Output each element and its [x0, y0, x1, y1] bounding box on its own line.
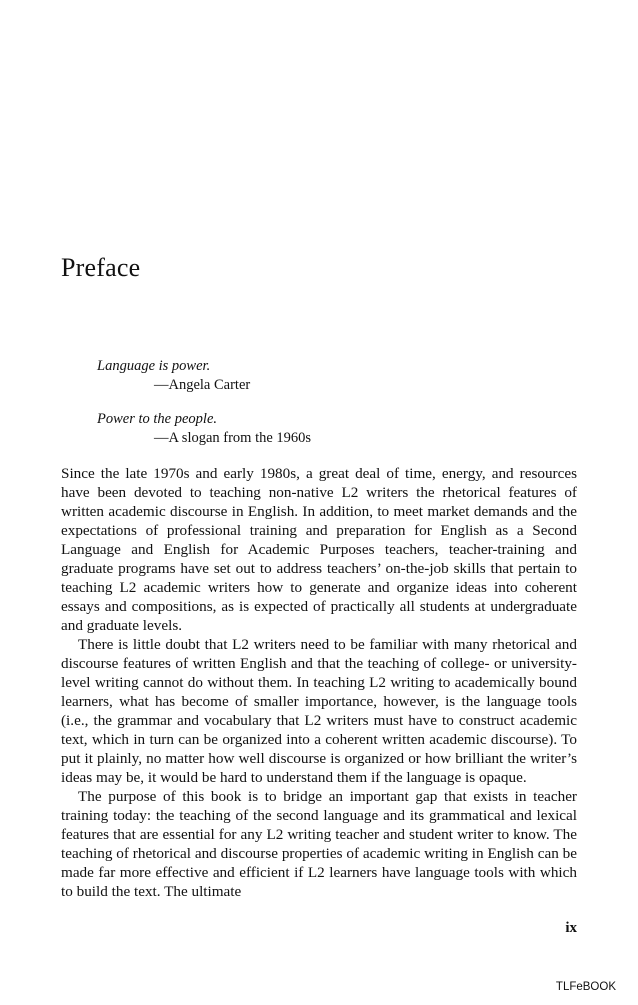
epigraph	[97, 357, 250, 395]
epigraph	[97, 410, 311, 448]
body-paragraph: There is little doubt that L2 writers need to be familiar with many rhetorical and discourse features of written English and that the teaching of college- or university-level writing cannot do without them. In teaching L2 writing to academically bound learners, what has become of smaller importance, however, is the language tools (i.e., the grammar and vocabulary that L2 writers must have to construct academic text, which in turn can be organized into a coherent written academic discourse). To put it plainly, no matter how well discourse is organized or how brilliant the writer’s ideas may be, it would be hard to understand them if the language is opaque.	[61, 636, 577, 786]
footer-watermark: TLFeBOOK	[555, 981, 616, 993]
epigraph-attribution: —Angela Carter	[154, 377, 251, 393]
epigraph-quote: Language is power.	[97, 358, 211, 374]
preface-body	[61, 464, 577, 901]
body-paragraph: The purpose of this book is to bridge an important gap that exists in teacher training today: the teaching of the second language and its grammatical and lexical features that are essential for any L2 writing teacher and student writer to know. The teaching of rhetorical and discourse properties of academic writing in English can be made far more effective and efficient if L2 learners have language tools with which to build the text. The ultimate	[61, 788, 577, 900]
epigraph-quote: Power to the people.	[97, 411, 218, 427]
page-number: ix	[565, 920, 577, 936]
body-paragraph: Since the late 1970s and early 1980s, a great deal of time, energy, and resources have been devoted to teaching non-native L2 writers the rhetorical features of written academic discourse in English. In addition, to meet market demands and the expectations of professional training and preparation for English as a Second Language and English for Academic Purposes teachers, teacher-training and graduate programs have set out to address teachers’ on-the-job skills that pertain to teaching L2 academic writers how to generate and organize ideas into coherent essays and compositions, as is expected of practically all students at undergraduate and graduate levels.	[61, 465, 577, 634]
page-title: Preface	[61, 253, 141, 282]
epigraph-attribution: —A slogan from the 1960s	[154, 430, 312, 446]
